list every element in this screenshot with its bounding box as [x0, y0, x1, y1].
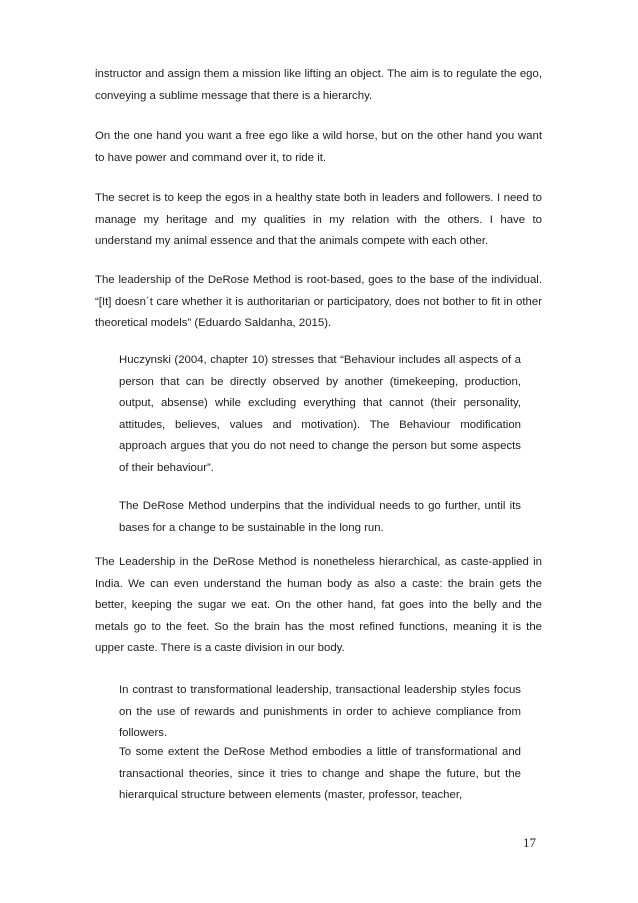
quote-transactional-leadership: In contrast to transformational leadership, transactional leadership styles focus on the use of rewards and punishments in order to achieve compliance from followers.	[119, 684, 521, 740]
page-number: 17	[523, 835, 536, 850]
quote-derose-theories: To some extent the DeRose Method embodies a little of transformational and transactional theories, since it tries to change and shape the future, but the hierarquical structure between elements (master, professor, teacher,	[119, 746, 521, 802]
quote-huczynski: Huczynski (2004, chapter 10) stresses that “Behaviour includes all aspects of a person that can be directly observed by another (timekeeping, production, output, absense) while excluding everything that cannot (their personality, attitudes, believes, values and motivation). The Behaviour modification approach argues that you do not need to change the person but some aspects of their behaviour”.	[119, 354, 521, 474]
paragraph-root-based-leadership: The leadership of the DeRose Method is root-based, goes to the base of the individual. “[It] doesn´t care whether it is authoritarian or participatory, does not bother to fit in other theoretical models” (Eduardo Saldanha, 2015).	[95, 274, 542, 330]
paragraph-wild-horse: On the one hand you want a free ego like a wild horse, but on the other hand you want to have power and command over it, to ride it.	[95, 130, 542, 164]
paragraph-caste-hierarchy: The Leadership in the DeRose Method is nonetheless hierarchical, as caste-applied in India. We can even understand the human body as also a caste: the brain gets the better, keeping the sugar we eat. On the other hand, fat goes into the belly and the metals go to the feet. So the brain has the most refined functions, meaning it is the upper caste. There is a caste division in our body.	[95, 556, 542, 655]
paragraph-ego-regulation: instructor and assign them a mission like lifting an object. The aim is to regulate the ego, conveying a sublime message that there is a hierarchy.	[95, 68, 542, 102]
quote-derose-underpins: The DeRose Method underpins that the individual needs to go further, until its bases for a change to be sustainable in the long run.	[119, 500, 521, 534]
paragraph-healthy-egos: The secret is to keep the egos in a healthy state both in leaders and followers. I need to manage my heritage and my qualities in my relation with the others. I have to understand my animal essence and that the animals compete with each other.	[95, 192, 542, 248]
